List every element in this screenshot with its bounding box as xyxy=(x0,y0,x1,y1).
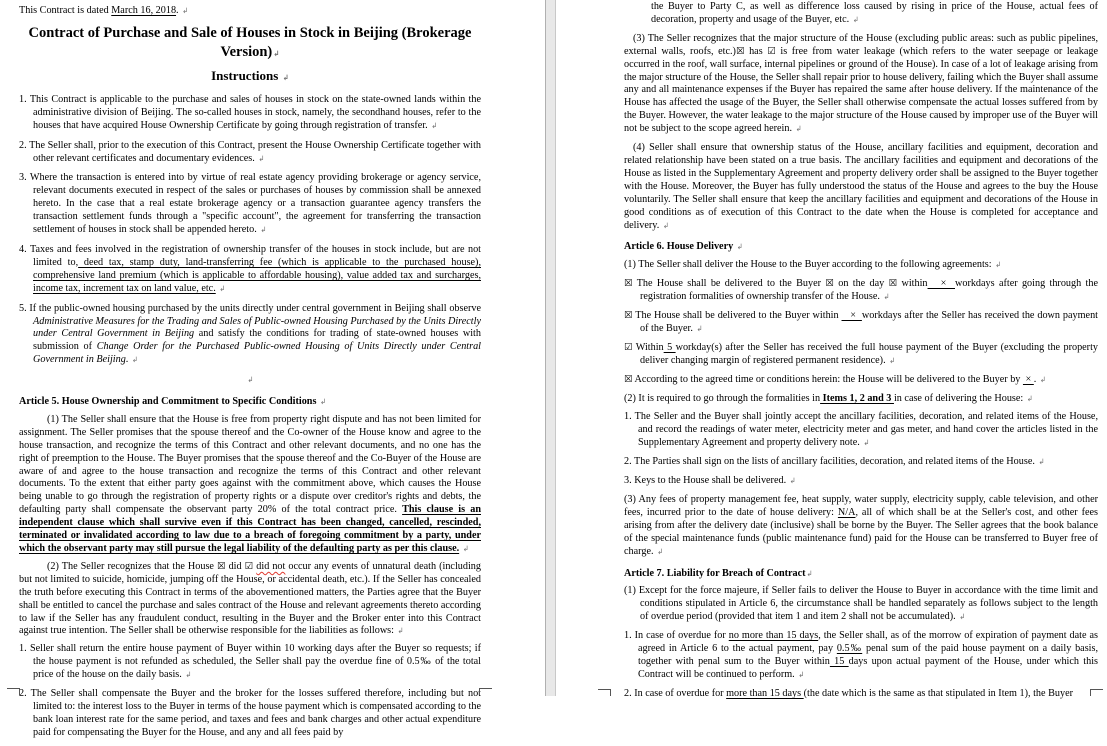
paragraph-mark-icon: ↲ xyxy=(282,72,289,82)
text-run: occur any events of unnatural death (including but not limited to suicide, homicide, jumping off the House, or accidental death, etc.). If the Seller has concealed the truth before executing this Contract in terms of the abovementioned matters, the Parties agree that the Buyer shall be entitled to cancel the purchase and sales contract of the House and relevant agreements thereto according to law if the Seller has any fraudulent conduct, resulting in the Buyer and the Broker enter into this Contract against true intention. The Seller shall be otherwise responsible for the liabilities as follows: xyxy=(19,560,481,637)
text-run: (1) The Seller shall deliver the House to the Buyer according to the following agreements: xyxy=(624,259,995,271)
paragraph-mark-icon: ↲ xyxy=(258,153,265,163)
delivery-option-2 xyxy=(624,310,1098,336)
text-run: . xyxy=(125,354,131,366)
paragraph-mark-icon: ↲ xyxy=(182,6,189,15)
paragraph-mark-icon: ↲ xyxy=(462,544,469,553)
text-run: in case of delivering the House: xyxy=(893,392,1026,404)
article-5-para-1 xyxy=(19,414,481,556)
text-run: (3) The Seller recognizes that the major structure of the House (excluding public areas: such as public pipelines, external walls, roofs, etc.) xyxy=(624,32,1098,57)
article-6-para-2 xyxy=(624,393,1098,406)
paragraph-mark-icon: ↲ xyxy=(995,260,1002,270)
text-run: Within xyxy=(632,341,664,353)
text-run: 3. Where the transaction is entered into by virtue of real estate agency providing brokerage or agency service, relevant documents executed in respect of the sales or purchases of houses by commission shall be annexed hereto. In the case that a real estate brokerage agency or a transaction guarantee agency transfers the transaction settlement funds through a "specific account", the agreement for transferring the transaction settlement of houses in stock shall be appended hereto. xyxy=(19,172,481,236)
text-run: 4. Taxes and fees involved in the registration of ownership transfer of the houses in stock include, but are not limited to, xyxy=(19,243,481,268)
formality-2 xyxy=(624,456,1098,469)
text-run: 2. The Seller shall compensate the Buyer and the broker for the losses suffered therefore, including but not limited to: the interest loss to the Buyer in terms of the house payment which is compensated according to the bank loan interest rate for the same period, and taxes and fees and bank charges and other actual expenditure paid for compensating the Buyer for the House, and any and all fees paid by xyxy=(19,688,481,738)
article-5-liability-1 xyxy=(19,643,481,682)
crossed-box-icon: ☒ xyxy=(888,278,898,290)
paragraph-mark-icon: ↲ xyxy=(889,355,896,365)
text-run: This Contract is dated xyxy=(19,5,112,16)
paragraph-mark-icon: ↲ xyxy=(959,612,966,622)
paragraph-mark-icon: ↲ xyxy=(795,124,802,134)
instruction-3 xyxy=(19,172,481,237)
instruction-4 xyxy=(19,244,481,296)
text-run: (2) It is required to go through the formalities in xyxy=(624,392,821,404)
paragraph-mark-icon: ↲ xyxy=(185,670,192,680)
text-boundary-mark-right-page-bottom-left xyxy=(598,689,611,696)
crossed-box-icon: ☒ xyxy=(217,560,226,572)
text-run: on the day xyxy=(833,278,889,290)
text-run: The House shall be delivered to the Buyer xyxy=(632,278,826,290)
paragraph-mark-icon: ↲ xyxy=(1038,457,1045,467)
text-run: (3) Any fees of property management fee, heat supply, water supply, electricity supply, cable television, and other fees, incurred prior to the date of house delivery: xyxy=(624,494,1098,518)
text-run: 2. The Seller shall, prior to the execution of this Contract, present the House Ownership Certificate together with other relevant certificates and documentary evidences. xyxy=(19,139,481,164)
crossed-box-icon: ☒ xyxy=(624,373,633,385)
article-7-para-1 xyxy=(624,585,1098,624)
text-run: March 16, 2018 xyxy=(111,5,177,16)
formality-3 xyxy=(624,475,1098,488)
text-boundary-mark-left-page-bottom-right xyxy=(479,688,492,695)
date-line xyxy=(19,5,481,18)
instruction-1 xyxy=(19,94,481,133)
paragraph-mark-icon: ↲ xyxy=(736,242,744,252)
text-run: is free from water leakage (which refers to the water seepage or leakage occurred in the roof, wall surface, internal pipelines or ground of the House). In case of a lot of leakage arising from the major structure of the House, the Seller shall repair prior to house delivery, failing which the Buyer shall assume any and all maintenance expenses if the Buyer has repaired the same after house delivery. If the maintenance of the House has affected the usage of the Buyer, the Seller shall otherwise compensate the actual losses suffered from by the Buyer. However, the water leakage to the major structure of the House caused by improper use of the Buyer will not be subject to the scope agreed herein. xyxy=(624,45,1099,135)
text-run: (1) Except for the force majeure, if Seller fails to deliver the House to Buyer in accordance with the time limit and conditions stipulated in Article 6, the circumstance shall be handled separately as follows subject to the length of overdue period (provided that item 1 and item 2 shall not be accumulated). xyxy=(624,585,1098,623)
text-run: , all of which shall be at the Seller's cost, and other fees arising from after the delivery date (inclusive) shall be borne by the Buyer. The Seller agrees that the book balance of the special maintenance funds (public maintenance fund) paid for the House can be transferred to Buyer free of charge. xyxy=(624,506,1098,557)
text-run: did not xyxy=(256,560,286,572)
paragraph-mark-icon: ↲ xyxy=(696,323,703,333)
instruction-5 xyxy=(19,303,481,368)
crossed-box-icon: ☒ xyxy=(735,45,745,57)
contract-title xyxy=(19,24,481,63)
text-run: 15 xyxy=(829,655,849,667)
paragraph-mark-icon: ↲ xyxy=(273,48,280,58)
article-5-heading xyxy=(19,396,481,409)
article-6-heading xyxy=(624,241,1098,254)
article-5-para-4 xyxy=(624,142,1098,232)
text-run: 5 xyxy=(663,341,676,353)
paragraph-mark-icon: ↲ xyxy=(863,438,870,448)
text-run: Contract of Purchase and Sale of Houses in Stock in Beijing (Brokerage Version) xyxy=(28,24,472,60)
text-run: According to the agreed time or conditions herein: the House will be delivered to the Buyer by xyxy=(632,373,1023,385)
instructions-heading xyxy=(19,67,481,86)
checked-box-icon: ☑ xyxy=(244,560,254,572)
text-run: Change Order for the Purchased Public-owned Housing of Units Directly under Central Government in Beijing xyxy=(33,341,482,366)
text-run: × xyxy=(841,310,862,322)
crossed-box-icon: ☒ xyxy=(825,278,834,290)
paragraph-mark-icon: ↲ xyxy=(247,375,254,385)
text-run: 3. Keys to the House shall be delivered. xyxy=(624,475,789,487)
text-run: (2) The Seller recognizes that the House xyxy=(47,560,217,572)
crossed-box-icon: ☒ xyxy=(624,278,633,290)
text-run: The House shall be delivered to the Buyer within xyxy=(632,310,842,322)
text-run: 1. Seller shall return the entire house payment of Buyer within 10 working days after the Buyer so requests; if the house payment is not refunded as scheduled, the Seller shall pay the overdue fine of 0.5‰ of the total price of the house on the daily basis. xyxy=(19,643,481,681)
text-run: , the Seller shall, as of the morrow of expiration of payment date as agreed in Article 6 to the actual payment, pay xyxy=(638,630,1098,655)
paragraph-mark-icon: ↲ xyxy=(852,14,860,24)
article-5-liability-2-continuation xyxy=(624,1,1098,27)
text-run: and satisfy the conditions for trading of state-owned houses with submission of xyxy=(33,328,481,353)
left-page-text xyxy=(19,5,481,746)
text-run: has xyxy=(744,45,768,57)
text-run: workday(s) after the Seller has received the full house payment of the Buyer (excluding the property deliver changing margin of registered permanent residence). xyxy=(640,341,1099,366)
page-gap xyxy=(545,0,556,696)
text-run: did xyxy=(225,560,245,572)
paragraph-mark-icon: ↲ xyxy=(219,283,226,293)
text-run: 1. In case of overdue for xyxy=(624,630,729,642)
text-run: 0.5‰ xyxy=(836,643,863,655)
checked-box-icon: ☑ xyxy=(624,341,633,353)
text-run: Article 5. House Ownership and Commitment to Specific Conditions xyxy=(19,396,319,408)
article-6-para-1 xyxy=(624,259,1098,272)
text-run: (4) Seller shall ensure that ownership status of the House, ancillary facilities and equipment, decoration and related relationship have been stated on a true basis. The ancillary facilities and equipment and decorations of the House as listed in the Supplementary Agreement and property delivery order shall be assigned to the Buyer together with the House. Moreover, the Buyer has fully understood the status of the House and agrees to the buy the House voluntarily. The Seller shall ensure that keep the ancillary facilities and equipment and decorations of the House in good conditions as of execution of this Contract to the date when the House is completed for acceptance and delivery. xyxy=(624,142,1098,231)
overdue-case-1 xyxy=(624,630,1098,682)
text-run: Items 1, 2 and 3 xyxy=(820,392,894,404)
text-run: × xyxy=(1022,373,1034,385)
text-run: more than 15 days xyxy=(726,687,804,699)
text-run: Article 6. House Delivery xyxy=(624,241,736,253)
text-run: penal sum of the paid house payment on a daily basis, together with penal sum to the Buyer within xyxy=(638,643,1099,667)
text-run: N/A xyxy=(837,506,856,518)
checked-box-icon: ☑ xyxy=(767,45,776,57)
text-run: 1. This Contract is applicable to the purchase and sales of houses in stock on the state-owned lands within the administrative division of Beijing. The so-called houses in stock, namely, the secondhand houses, refer to the houses that have acquired House Ownership Certificate by going through registration of transfer. xyxy=(19,93,481,131)
text-run: (the date which is the same as that stipulated in Item 1), the Buyer xyxy=(803,687,1073,699)
text-run xyxy=(459,543,462,554)
article-5-para-2 xyxy=(19,561,481,638)
text-run: Instructions xyxy=(211,67,282,83)
right-page-text xyxy=(624,1,1098,707)
empty-paragraph xyxy=(19,374,481,387)
crossed-box-icon: ☒ xyxy=(624,310,633,322)
paragraph-mark-icon: ↲ xyxy=(798,669,805,679)
text-run: 1. The Seller and the Buyer shall jointly accept the ancillary facilities, decoration, and related items of the House, and record the readings of water meter, electricity meter and gas meter, and hand cover the articles listed in the Supplementary Agreement and property delivery note. xyxy=(624,411,1098,449)
text-run: workdays after the Seller has received the down payment of the Buyer. xyxy=(640,310,1098,334)
text-run: × xyxy=(927,278,955,290)
text-run: workdays after going through the registration formalities of ownership transfer of the House. xyxy=(640,278,1098,303)
text-run: (1) The Seller shall ensure that the House is free from property right dispute and has not been limited for assignment. The Seller promises that the spouse thereof and the Co-owner of the House know and agree to the house transaction, and recognize the terms of this Contract and other relevant documents, and no one has the right of preemption to the House. The Buyer promises that the spouse thereof and the Co-Buyer of the House are aware of and agree to the house transaction and recognize the terms of this Contract and other relevant documents. To the extent that either party goes against with the commitment above, which causes the House being unable to go through the registration of property rights or a dispute over creditor's rights and debts, the defaulting party shall compensate the observant party 20% of the total contract price. xyxy=(19,413,481,516)
text-run: days upon actual payment of the House, under which this Contract will be continued to perform. xyxy=(638,655,1098,680)
article-5-para-3 xyxy=(624,33,1098,136)
text-run: deed tax, stamp duty, land-transferring fee (which is applicable to the purchased house), comprehensive land premium (which is applicable to affordable housing), value added tax and surcharges, income tax, increment tax on land value, etc. xyxy=(33,256,481,294)
delivery-option-4 xyxy=(624,374,1098,387)
text-run: 5. If the public-owned housing purchased by the units directly under central government in Beijing shall observe xyxy=(19,302,481,314)
text-run: the Buyer to Party C, as well as difference loss caused by rising in price of the House, actual fees of decoration, property and usage of the Buyer, etc. xyxy=(651,1,1098,25)
text-run: 2. In case of overdue for xyxy=(624,687,727,699)
text-run: within xyxy=(897,278,928,290)
article-6-para-3 xyxy=(624,494,1098,559)
paragraph-mark-icon: ↲ xyxy=(1026,393,1034,403)
text-run: This clause is an independent clause which shall survive even if this Contract has been changed, cancelled, rescinded, terminated or invalidated according to law due to a breach of foregoing commitment by a party, under which the observant party may still pursue the legal liability of the defaulting party as per this clause. xyxy=(19,504,481,554)
article-7-heading xyxy=(624,568,1098,581)
paragraph-mark-icon: ↲ xyxy=(1039,374,1047,384)
delivery-option-1 xyxy=(624,278,1098,304)
text-run: 2. The Parties shall sign on the lists of ancillary facilities, decoration, and related items of the House. xyxy=(624,456,1038,468)
overdue-case-2 xyxy=(624,688,1098,701)
paragraph-mark-icon: ↲ xyxy=(662,220,670,230)
text-boundary-mark-left-page-bottom-left xyxy=(7,688,20,695)
formality-1 xyxy=(624,411,1098,450)
text-run: Administrative Measures for the Trading and Sales of Public-owned Housing Purchased by the Units Directly under Central Government in Beijing xyxy=(33,315,481,340)
text-run: no more than 15 days xyxy=(728,630,819,642)
paragraph-mark-icon: ↲ xyxy=(131,355,139,365)
text-run xyxy=(216,283,219,294)
paragraph-mark-icon: ↲ xyxy=(431,120,438,130)
instruction-2 xyxy=(19,140,481,166)
paragraph-mark-icon: ↲ xyxy=(319,397,327,407)
text-run: Article 7. Liability for Breach of Contract xyxy=(624,567,806,579)
paragraph-mark-icon: ↲ xyxy=(789,476,796,486)
delivery-option-3 xyxy=(624,342,1098,368)
text-boundary-mark-right-page-bottom-right xyxy=(1090,689,1103,696)
text-run: . xyxy=(176,5,182,16)
paragraph-mark-icon: ↲ xyxy=(397,626,404,636)
paragraph-mark-icon: ↲ xyxy=(806,568,813,578)
paragraph-mark-icon: ↲ xyxy=(260,225,267,235)
text-run: . xyxy=(1033,373,1039,385)
paragraph-mark-icon: ↲ xyxy=(883,292,890,302)
paragraph-mark-icon: ↲ xyxy=(657,546,664,556)
